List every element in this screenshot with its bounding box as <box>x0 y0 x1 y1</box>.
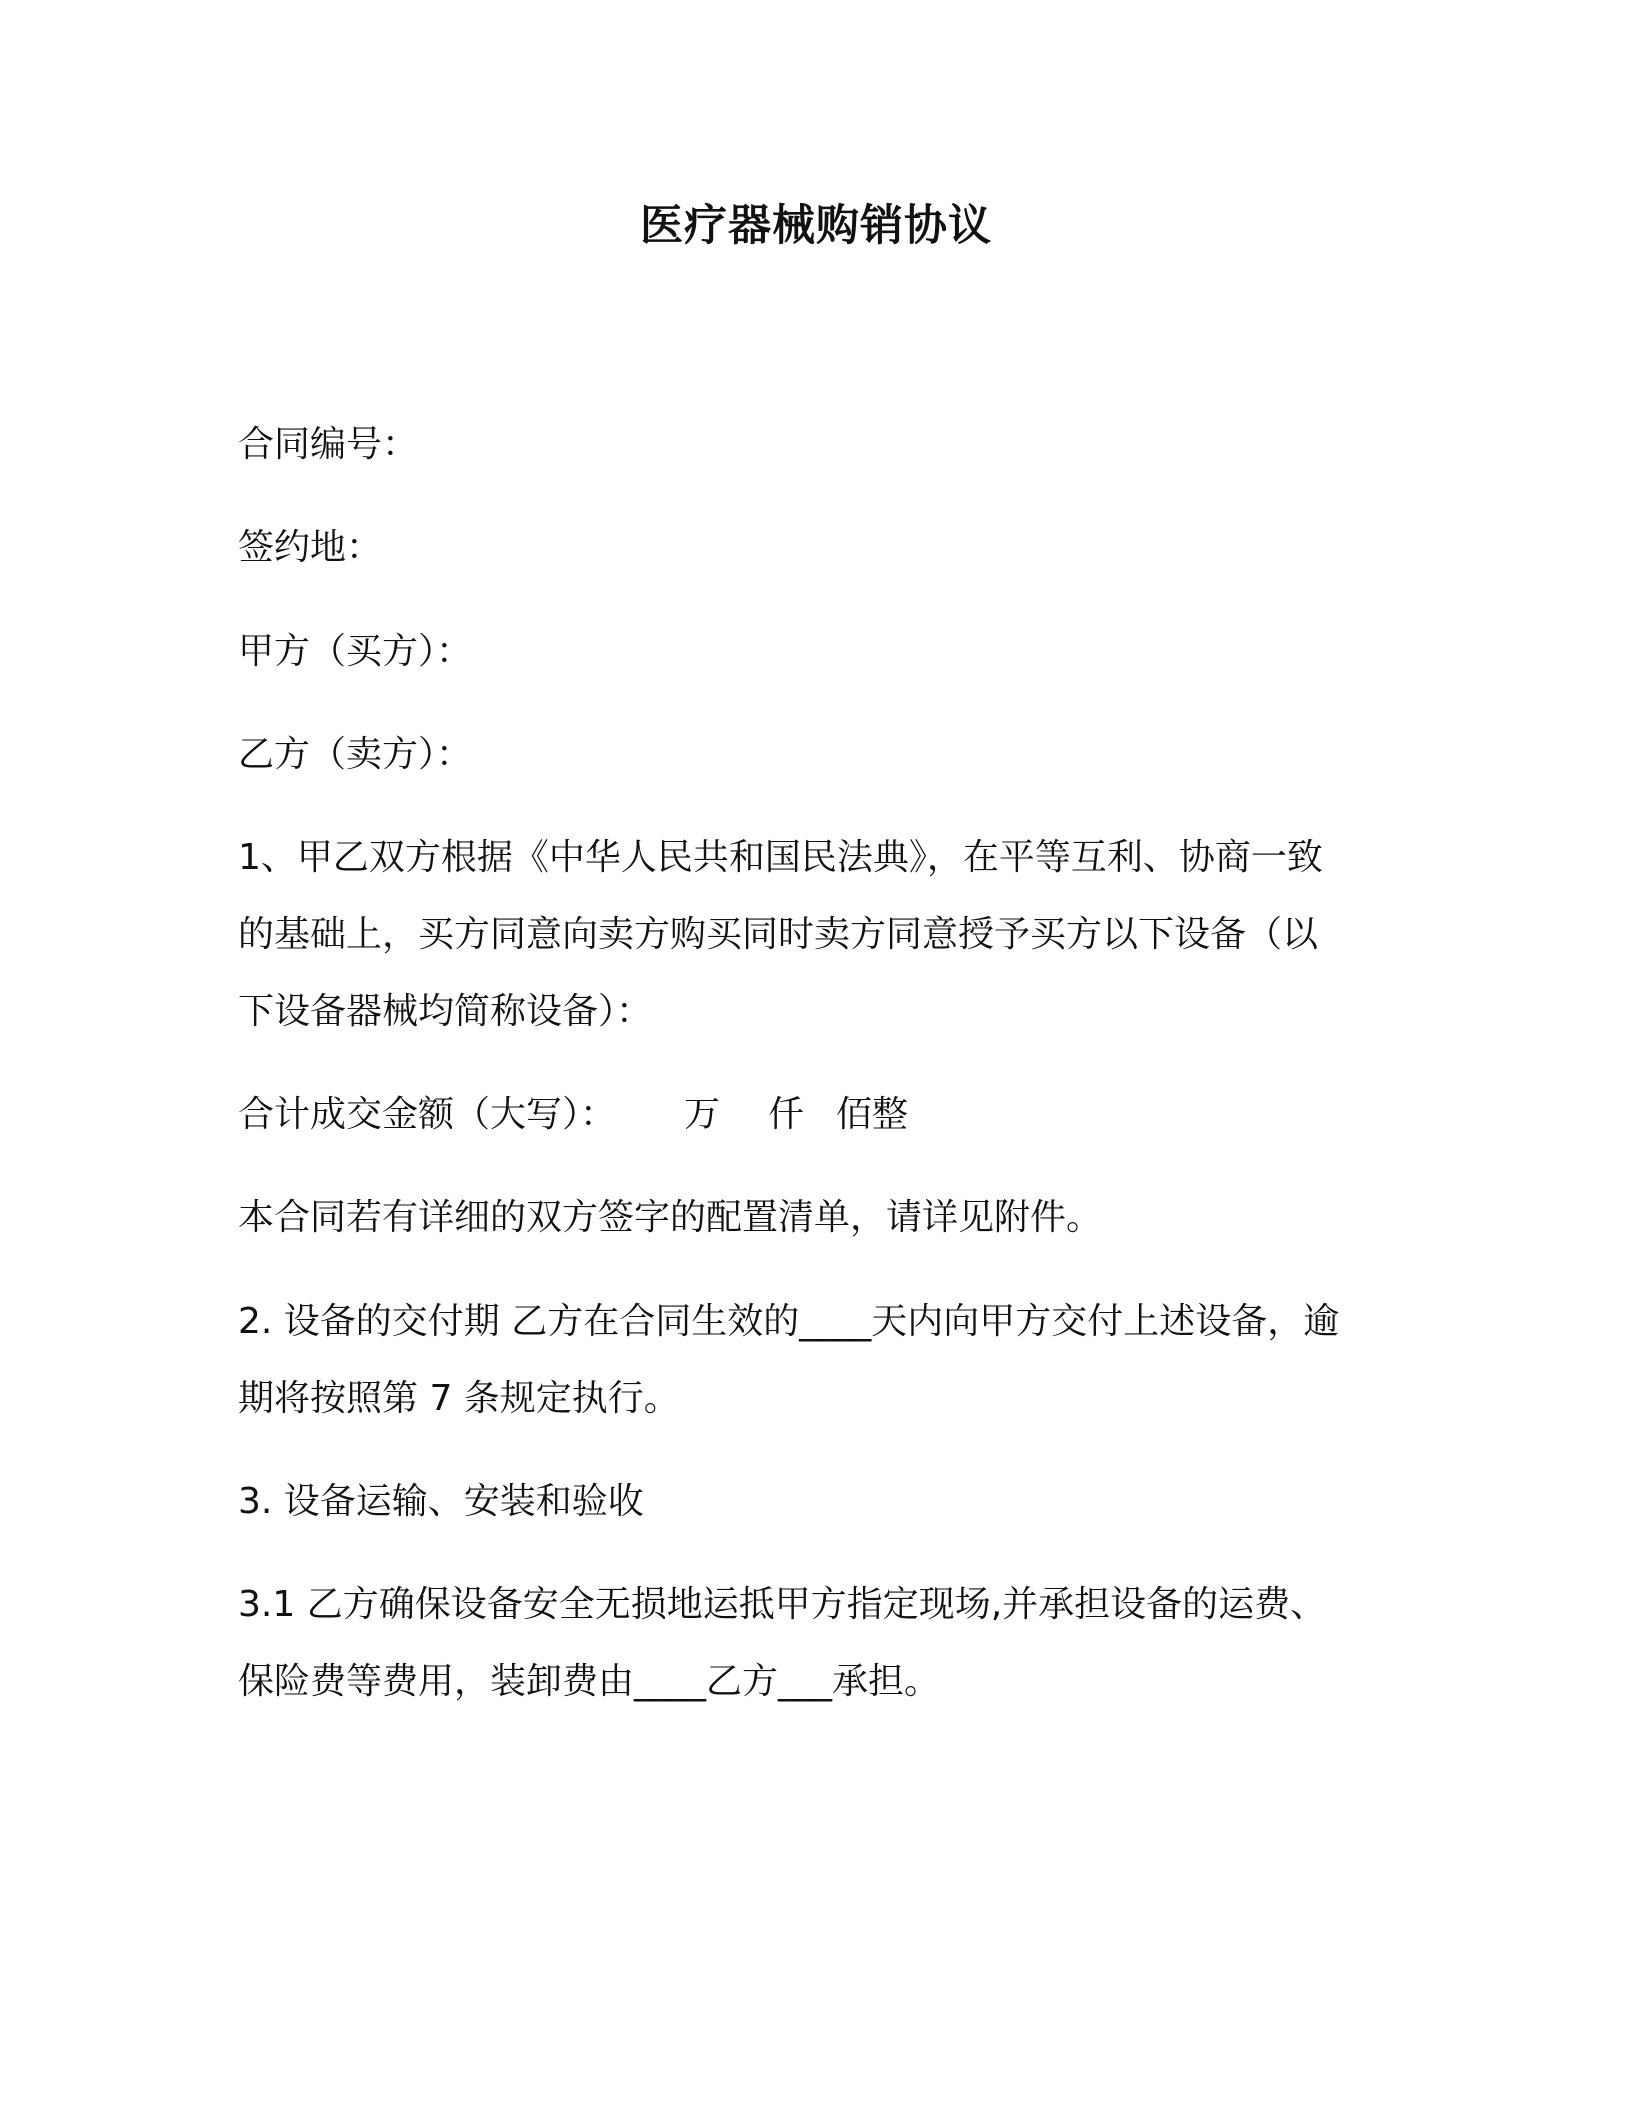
document-title: 医疗器械购销协议 <box>640 201 992 251</box>
clause-1-line-2: 的基础上，买方同意向卖方购买同时卖方同意授予买方以下设备（以 <box>238 914 1319 955</box>
clause-3-1-line-1: 3.1 乙方确保设备安全无损地运抵甲方指定现场,并承担设备的运费、 <box>238 1584 1327 1625</box>
signing-place-field: 签约地： <box>238 527 383 568</box>
contract-number-field: 合同编号： <box>238 424 419 465</box>
clause-2-line-2: 期将按照第 7 条规定执行。 <box>238 1378 680 1419</box>
clause-2-line-1: 2. 设备的交付期 乙方在合同生效的____天内向甲方交付上述设备，逾 <box>238 1301 1340 1342</box>
clause-3-1-line-2: 保险费等费用，装卸费由____乙方___承担。 <box>238 1661 941 1702</box>
amount-bai-zheng: 佰整 <box>836 1094 909 1135</box>
party-b-field: 乙方（卖方）： <box>238 734 473 775</box>
party-a-field: 甲方（买方）： <box>238 631 473 672</box>
clause-1-line-3: 下设备器械均简称设备）： <box>238 991 653 1032</box>
total-amount-line <box>238 1090 1398 1140</box>
total-amount-label: 合计成交金额（大写）： <box>238 1094 617 1135</box>
clause-3-heading: 3. 设备运输、安装和验收 <box>238 1481 644 1522</box>
amount-qian: 仟 <box>768 1094 805 1135</box>
amount-wan: 万 <box>684 1094 721 1135</box>
attachment-note: 本合同若有详细的双方签字的配置清单，请详见附件。 <box>238 1197 1103 1238</box>
clause-1-line-1: 1、甲乙双方根据《中华人民共和国民法典》，在平等互利、协商一致 <box>238 837 1323 878</box>
